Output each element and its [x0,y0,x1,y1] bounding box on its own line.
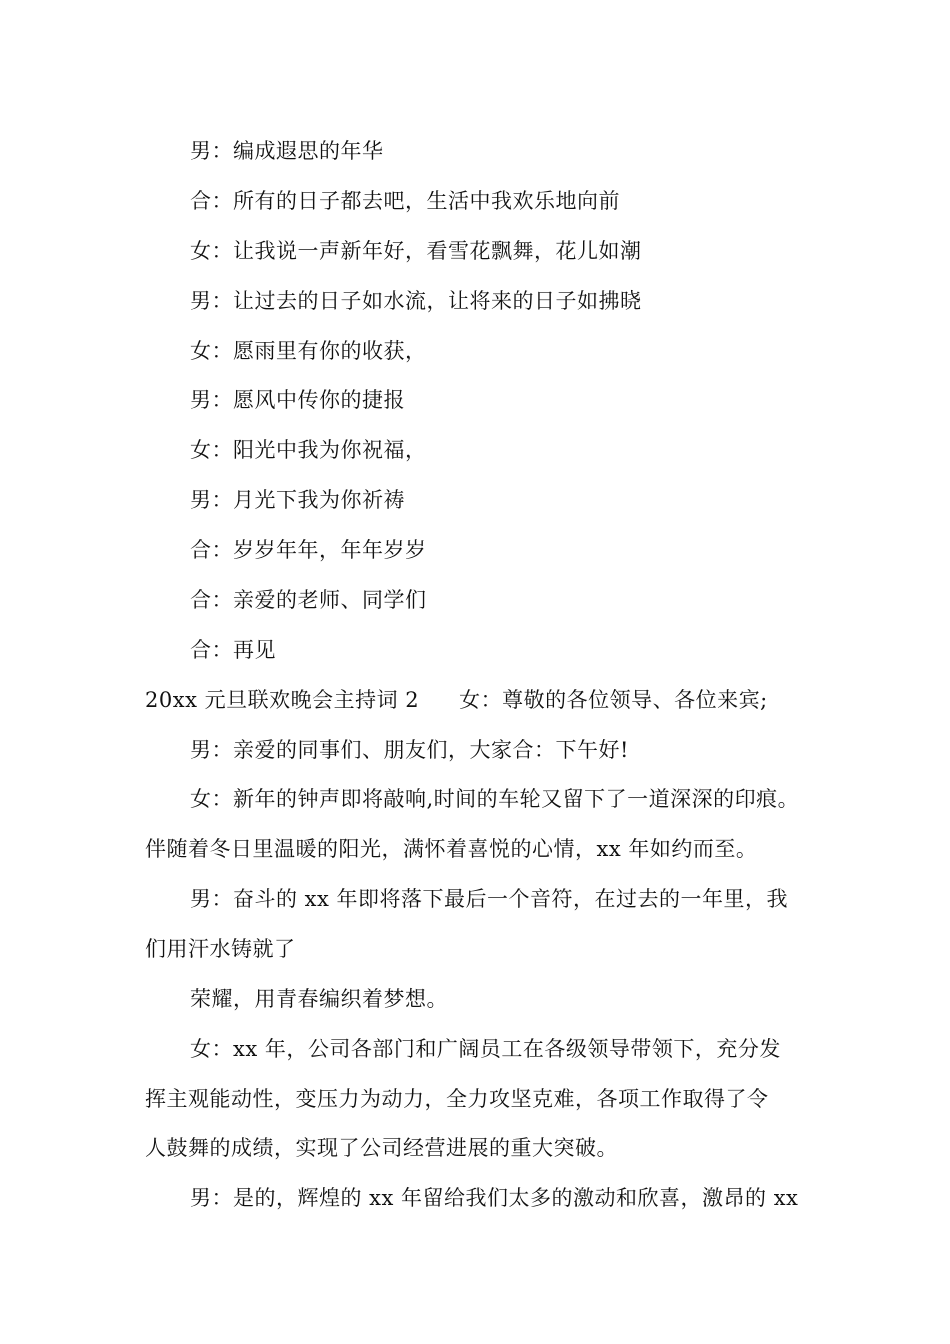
paragraph-line: 女：xx 年，公司各部门和广阔员工在各级领导带领下，充分发 [190,1037,781,1061]
paragraph-line: 女：新年的钟声即将敲响,时间的车轮又留下了一道深深的印痕。 [190,787,800,811]
paragraph-line: 男：亲爱的同事们、朋友们，大家合：下午好! [190,738,629,762]
text-line: 男：愿风中传你的捷报 [190,388,405,412]
paragraph-line: 男：是的，辉煌的 xx 年留给我们太多的激动和欣喜，激昂的 xx [190,1186,799,1210]
text-line: 合：所有的日子都去吧，生活中我欢乐地向前 [190,189,620,213]
section-heading-line [145,685,825,715]
text-line: 男：月光下我为你祈祷 [190,488,405,512]
paragraph-line: 挥主观能动性，变压力为动力，全力攻坚克难，各项工作取得了令 [145,1087,769,1111]
text-line: 合：岁岁年年，年年岁岁 [190,538,427,562]
text-line: 女：让我说一声新年好，看雪花飘舞，花儿如潮 [190,239,642,263]
paragraph-line: 男：奋斗的 xx 年即将落下最后一个音符，在过去的一年里，我 [190,887,789,911]
text-line: 合：再见 [190,638,276,662]
text-line: 女：阳光中我为你祝福， [190,438,427,462]
text-line: 男：让过去的日子如水流，让将来的日子如拂晓 [190,289,642,313]
text-line: 男：编成遐思的年华 [190,139,384,163]
text-line: 合：亲爱的老师、同学们 [190,588,427,612]
paragraph-line: 人鼓舞的成绩，实现了公司经营进展的重大突破。 [145,1136,618,1160]
section-first-line: 女：尊敬的各位领导、各位来宾; [459,688,768,712]
text-line: 女：愿雨里有你的收获， [190,339,427,363]
paragraph-line: 们用汗水铸就了 [145,937,296,961]
paragraph-line: 荣耀，用青春编织着梦想。 [190,987,448,1011]
paragraph-line: 伴随着冬日里温暖的阳光，满怀着喜悦的心情，xx 年如约而至。 [145,837,758,861]
section-heading: 20xx 元旦联欢晚会主持词 2 [145,688,420,712]
